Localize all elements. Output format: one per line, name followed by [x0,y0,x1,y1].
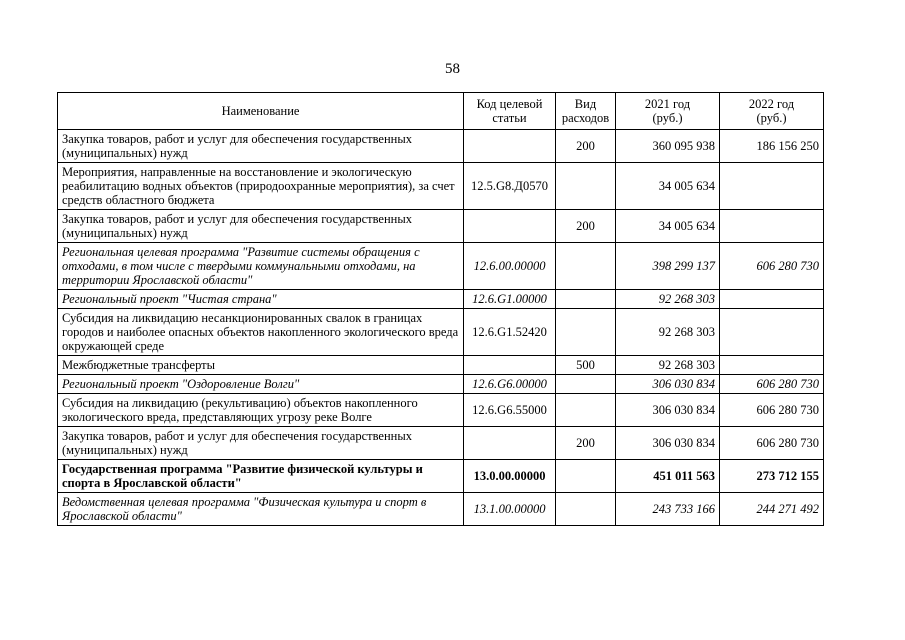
cell-name: Региональный проект "Оздоровление Волги" [58,375,464,394]
cell-name: Субсидия на ликвидацию несанкционированных свалок в границах городов и наиболее опасных объектов накопленного экологического вреда окружающей среде [58,309,464,356]
cell-amount-2022: 273 712 155 [720,460,824,493]
cell-name: Государственная программа "Развитие физической культуры и спорта в Ярославской области" [58,460,464,493]
table-row [58,290,824,309]
cell-amount-2022 [720,210,824,243]
cell-amount-2021: 451 011 563 [616,460,720,493]
table-row [58,243,824,290]
cell-code [464,210,556,243]
header-code: Код целевой статьи [464,93,556,130]
cell-expense-type [556,163,616,210]
cell-amount-2021: 243 733 166 [616,493,720,526]
budget-table [57,92,824,526]
cell-amount-2022: 606 280 730 [720,394,824,427]
table-row [58,375,824,394]
cell-name: Субсидия на ликвидацию (рекультивацию) объектов накопленного экологического вреда, представляющих угрозу реке Волге [58,394,464,427]
cell-expense-type [556,243,616,290]
table-row [58,163,824,210]
cell-expense-type [556,290,616,309]
cell-name: Закупка товаров, работ и услуг для обеспечения государственных (муниципальных) нужд [58,427,464,460]
header-expense-type: Вид расходов [556,93,616,130]
cell-code: 12.6.G1.52420 [464,309,556,356]
cell-code [464,130,556,163]
cell-amount-2021: 306 030 834 [616,394,720,427]
cell-amount-2021: 92 268 303 [616,290,720,309]
cell-code: 13.0.00.00000 [464,460,556,493]
cell-amount-2022: 244 271 492 [720,493,824,526]
cell-name: Межбюджетные трансферты [58,356,464,375]
cell-amount-2021: 306 030 834 [616,375,720,394]
cell-code [464,427,556,460]
cell-code [464,356,556,375]
cell-code: 12.6.G1.00000 [464,290,556,309]
cell-expense-type: 200 [556,427,616,460]
cell-amount-2021: 34 005 634 [616,163,720,210]
cell-expense-type: 200 [556,130,616,163]
cell-code: 12.6.00.00000 [464,243,556,290]
table-row [58,394,824,427]
cell-amount-2021: 306 030 834 [616,427,720,460]
cell-amount-2021: 92 268 303 [616,309,720,356]
page-number: 58 [445,61,460,77]
cell-expense-type [556,309,616,356]
cell-amount-2022: 186 156 250 [720,130,824,163]
cell-amount-2022: 606 280 730 [720,427,824,460]
cell-code: 13.1.00.00000 [464,493,556,526]
cell-amount-2022 [720,356,824,375]
cell-amount-2022: 606 280 730 [720,375,824,394]
cell-name: Закупка товаров, работ и услуг для обеспечения государственных (муниципальных) нужд [58,130,464,163]
table-row [58,130,824,163]
cell-amount-2022 [720,290,824,309]
cell-amount-2022 [720,309,824,356]
table-row [58,427,824,460]
cell-code: 12.6.G6.55000 [464,394,556,427]
cell-code: 12.5.G8.Д0570 [464,163,556,210]
cell-amount-2022: 606 280 730 [720,243,824,290]
header-year-2022: 2022 год (руб.) [720,93,824,130]
cell-expense-type [556,493,616,526]
cell-code: 12.6.G6.00000 [464,375,556,394]
cell-name: Региональная целевая программа "Развитие системы обращения с отходами, в том числе с твердыми коммунальными отходами, на территории Ярославской области" [58,243,464,290]
cell-expense-type: 500 [556,356,616,375]
table-header-row [58,93,824,130]
cell-expense-type: 200 [556,210,616,243]
cell-amount-2021: 398 299 137 [616,243,720,290]
cell-amount-2021: 360 095 938 [616,130,720,163]
cell-expense-type [556,460,616,493]
cell-amount-2021: 92 268 303 [616,356,720,375]
cell-name: Мероприятия, направленные на восстановление и экологическую реабилитацию водных объектов (природоохранные мероприятия), за счет средств областного бюджета [58,163,464,210]
header-year-2021: 2021 год (руб.) [616,93,720,130]
table-row [58,356,824,375]
table-row [58,309,824,356]
cell-amount-2022 [720,163,824,210]
table-row [58,460,824,493]
cell-name: Региональный проект "Чистая страна" [58,290,464,309]
header-name: Наименование [58,93,464,130]
cell-name: Ведомственная целевая программа "Физическая культура и спорт в Ярославской области" [58,493,464,526]
cell-expense-type [556,394,616,427]
table-row [58,493,824,526]
cell-amount-2021: 34 005 634 [616,210,720,243]
table-row [58,210,824,243]
cell-expense-type [556,375,616,394]
cell-name: Закупка товаров, работ и услуг для обеспечения государственных (муниципальных) нужд [58,210,464,243]
